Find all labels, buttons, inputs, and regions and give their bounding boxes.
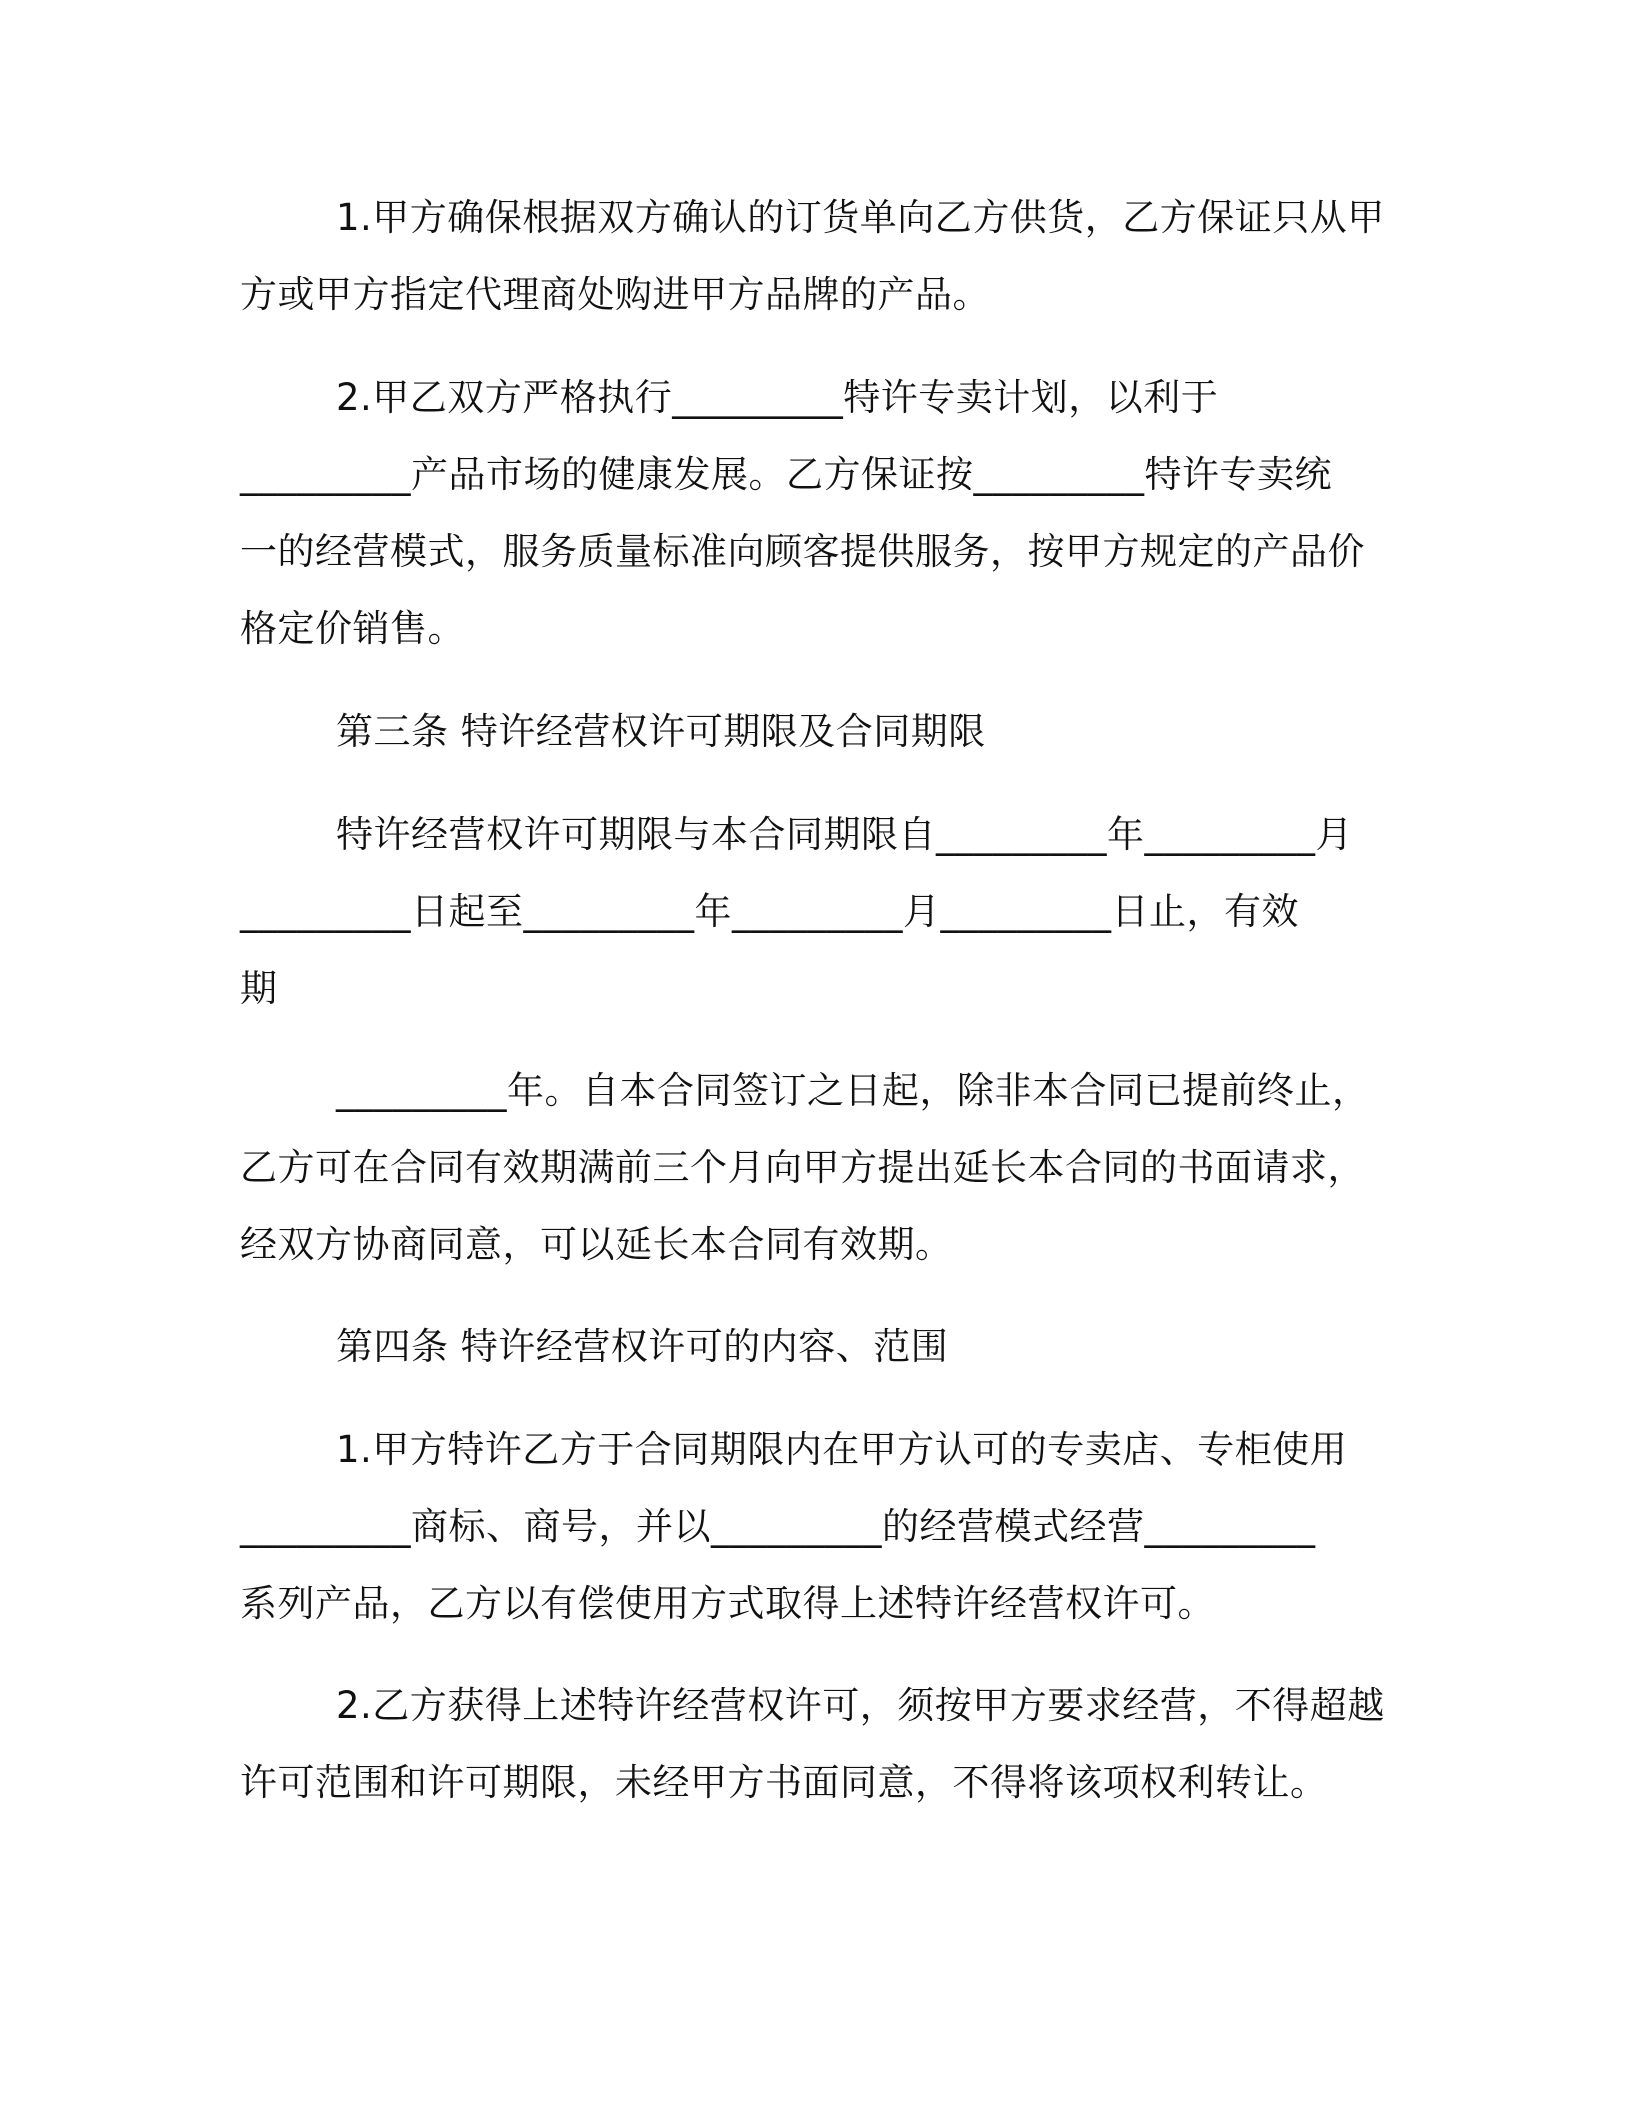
clause-2-line-4: 格定价销售。 (240, 607, 465, 650)
clause-1-line-1: 1.甲方确保根据双方确认的订货单向乙方供货，乙方保证只从甲 (336, 196, 1385, 239)
clause-2-line-2: _________产品市场的健康发展。乙方保证按_________特许专卖统 (240, 453, 1332, 496)
scope-1-line-2: _________商标、商号，并以_________的经营模式经营_________ (240, 1505, 1316, 1548)
clause-2-line-3: 一的经营模式，服务质量标准向顾客提供服务，按甲方规定的产品价 (240, 530, 1365, 573)
term-line-3: 期 (240, 967, 278, 1010)
term-line-1: 特许经营权许可期限与本合同期限自_________年_________月 (336, 813, 1353, 856)
article-4-heading: 第四条 特许经营权许可的内容、范围 (336, 1325, 949, 1368)
scope-2-line-1: 2.乙方获得上述特许经营权许可，须按甲方要求经营，不得超越 (336, 1684, 1385, 1727)
scope-2-line-2: 许可范围和许可期限，未经甲方书面同意，不得将该项权利转让。 (240, 1761, 1328, 1804)
article-3-heading: 第三条 特许经营权许可期限及合同期限 (336, 710, 986, 753)
scope-1-line-3: 系列产品，乙方以有偿使用方式取得上述特许经营权许可。 (240, 1582, 1215, 1625)
term-line-2: _________日起至_________年_________月_________日止，有效 (240, 890, 1299, 933)
clause-1-line-2: 方或甲方指定代理商处购进甲方品牌的产品。 (240, 273, 990, 316)
term-line-6: 经双方协商同意，可以延长本合同有效期。 (240, 1223, 953, 1266)
term-line-4: _________年。自本合同签订之日起，除非本合同已提前终止， (336, 1069, 1370, 1112)
clause-2-line-1: 2.甲乙双方严格执行_________特许专卖计划，以利于 (336, 376, 1219, 419)
term-line-5: 乙方可在合同有效期满前三个月向甲方提出延长本合同的书面请求， (240, 1146, 1365, 1189)
scope-1-line-1: 1.甲方特许乙方于合同期限内在甲方认可的专卖店、专柜使用 (336, 1428, 1348, 1471)
